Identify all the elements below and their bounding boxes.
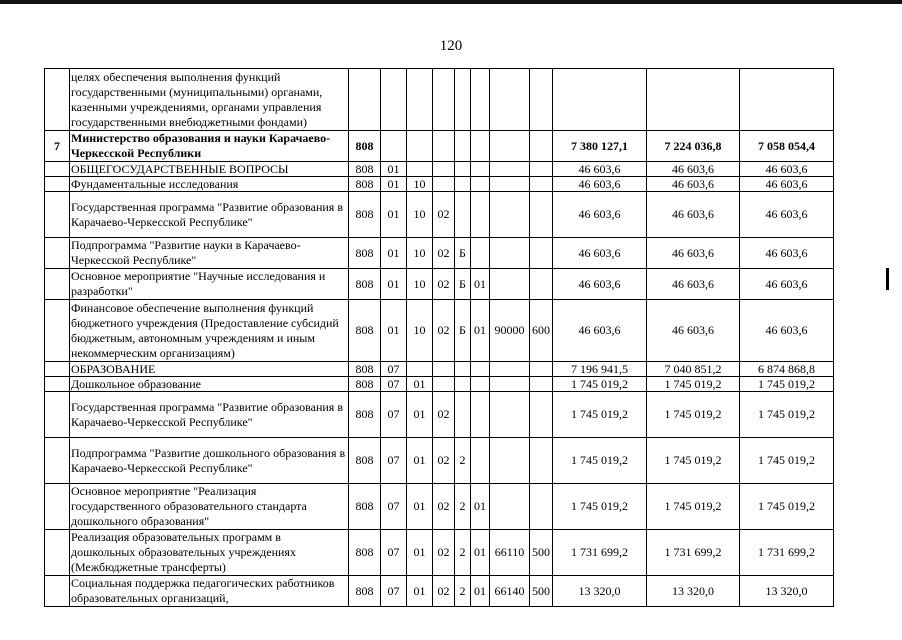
subprogram-code: [455, 131, 471, 162]
table-row: [45, 69, 834, 131]
amount-year-2: 1 745 019,2: [647, 484, 740, 530]
expense-type-code: [530, 131, 553, 162]
direction-code: [490, 69, 530, 131]
row-number: [45, 392, 70, 438]
subprogram-code: [455, 162, 471, 177]
amount-year-3: [740, 69, 834, 131]
direction-code: [490, 177, 530, 192]
amount-year-3: 46 603,6: [740, 177, 834, 192]
program-code: 02: [433, 392, 455, 438]
ministry-code: 808: [349, 269, 381, 300]
row-number: [45, 530, 70, 576]
subprogram-code: [455, 69, 471, 131]
amount-year-1: 46 603,6: [553, 192, 647, 238]
section-code: [381, 69, 407, 131]
direction-code: [490, 438, 530, 484]
ministry-code: 808: [349, 162, 381, 177]
direction-code: [490, 162, 530, 177]
ministry-code: 808: [349, 177, 381, 192]
subsection-code: 10: [407, 269, 433, 300]
section-code: 01: [381, 162, 407, 177]
direction-code: [490, 192, 530, 238]
program-code: [433, 177, 455, 192]
amount-year-1: 46 603,6: [553, 177, 647, 192]
section-code: 07: [381, 484, 407, 530]
amount-year-3: 46 603,6: [740, 238, 834, 269]
subsection-code: 10: [407, 238, 433, 269]
ministry-code: 808: [349, 131, 381, 162]
expense-type-code: [530, 362, 553, 377]
direction-code: [490, 377, 530, 392]
amount-year-3: 46 603,6: [740, 300, 834, 362]
budget-table-body: [45, 69, 834, 607]
table-row: [45, 192, 834, 238]
top-rule: [0, 0, 902, 4]
subprogram-code: Б: [455, 238, 471, 269]
amount-year-2: 46 603,6: [647, 300, 740, 362]
measure-code: 01: [471, 300, 490, 362]
direction-code: [490, 238, 530, 269]
section-code: 07: [381, 362, 407, 377]
subsection-code: 10: [407, 177, 433, 192]
table-row: [45, 162, 834, 177]
subprogram-code: 2: [455, 576, 471, 607]
item-name: ОБРАЗОВАНИЕ: [70, 362, 349, 377]
amount-year-3: 1 745 019,2: [740, 392, 834, 438]
expense-type-code: 600: [530, 300, 553, 362]
amount-year-2: 1 745 019,2: [647, 377, 740, 392]
measure-code: [471, 362, 490, 377]
row-number: [45, 438, 70, 484]
program-code: [433, 131, 455, 162]
row-number: [45, 69, 70, 131]
amount-year-2: 1 745 019,2: [647, 392, 740, 438]
program-code: 02: [433, 438, 455, 484]
amount-year-3: 13 320,0: [740, 576, 834, 607]
expense-type-code: [530, 177, 553, 192]
measure-code: [471, 162, 490, 177]
amount-year-1: 13 320,0: [553, 576, 647, 607]
subprogram-code: [455, 392, 471, 438]
subprogram-code: Б: [455, 300, 471, 362]
amount-year-1: 7 380 127,1: [553, 131, 647, 162]
amount-year-1: 46 603,6: [553, 238, 647, 269]
measure-code: 01: [471, 576, 490, 607]
subprogram-code: 2: [455, 530, 471, 576]
row-number: [45, 269, 70, 300]
item-name: Подпрограмма "Развитие дошкольного образования в Карачаево-Черкесской Республике": [70, 438, 349, 484]
expense-type-code: [530, 392, 553, 438]
amount-year-1: 46 603,6: [553, 300, 647, 362]
expense-type-code: [530, 69, 553, 131]
section-code: 07: [381, 377, 407, 392]
ministry-code: [349, 69, 381, 131]
direction-code: [490, 131, 530, 162]
program-code: 02: [433, 269, 455, 300]
ministry-code: 808: [349, 300, 381, 362]
table-row: [45, 131, 834, 162]
program-code: [433, 377, 455, 392]
program-code: 02: [433, 192, 455, 238]
subsection-code: 01: [407, 438, 433, 484]
table-row: [45, 177, 834, 192]
program-code: 02: [433, 576, 455, 607]
ministry-code: 808: [349, 484, 381, 530]
subprogram-code: [455, 177, 471, 192]
row-number: [45, 177, 70, 192]
table-row: [45, 438, 834, 484]
measure-code: [471, 438, 490, 484]
ministry-code: 808: [349, 238, 381, 269]
amount-year-2: 7 224 036,8: [647, 131, 740, 162]
amount-year-3: 1 745 019,2: [740, 484, 834, 530]
subsection-code: 10: [407, 300, 433, 362]
row-number: [45, 300, 70, 362]
row-number: [45, 576, 70, 607]
direction-code: [490, 269, 530, 300]
amount-year-3: 46 603,6: [740, 162, 834, 177]
subsection-code: [407, 69, 433, 131]
expense-type-code: [530, 238, 553, 269]
amount-year-3: 1 731 699,2: [740, 530, 834, 576]
subprogram-code: [455, 362, 471, 377]
table-row: [45, 269, 834, 300]
section-code: 01: [381, 300, 407, 362]
ministry-code: 808: [349, 362, 381, 377]
measure-code: [471, 177, 490, 192]
measure-code: [471, 238, 490, 269]
section-code: 01: [381, 177, 407, 192]
subsection-code: 01: [407, 530, 433, 576]
measure-code: [471, 192, 490, 238]
item-name: Государственная программа "Развитие образования в Карачаево-Черкесской Республике": [70, 392, 349, 438]
item-name: Подпрограмма "Развитие науки в Карачаево-Черкесской Республике": [70, 238, 349, 269]
program-code: 02: [433, 300, 455, 362]
subsection-code: 01: [407, 392, 433, 438]
ministry-code: 808: [349, 576, 381, 607]
amount-year-3: 1 745 019,2: [740, 438, 834, 484]
expense-type-code: [530, 377, 553, 392]
amount-year-1: [553, 69, 647, 131]
row-number: [45, 362, 70, 377]
table-row: [45, 392, 834, 438]
item-name: Государственная программа "Развитие образования в Карачаево-Черкесской Республике": [70, 192, 349, 238]
measure-code: 01: [471, 269, 490, 300]
section-code: 01: [381, 192, 407, 238]
subsection-code: 01: [407, 484, 433, 530]
expense-type-code: [530, 438, 553, 484]
ministry-code: 808: [349, 438, 381, 484]
amount-year-2: 46 603,6: [647, 269, 740, 300]
measure-code: [471, 131, 490, 162]
amount-year-1: 7 196 941,5: [553, 362, 647, 377]
item-name: Министерство образования и науки Карачаево-Черкесской Республики: [70, 131, 349, 162]
measure-code: [471, 392, 490, 438]
table-row: [45, 377, 834, 392]
subprogram-code: Б: [455, 269, 471, 300]
amount-year-2: 46 603,6: [647, 162, 740, 177]
section-code: 07: [381, 438, 407, 484]
ministry-code: 808: [349, 192, 381, 238]
amount-year-2: 7 040 851,2: [647, 362, 740, 377]
item-name: Финансовое обеспечение выполнения функций бюджетного учреждения (Предоставление субсидий бюджетным, автономным учреждениям и иным некоммерческим организациям): [70, 300, 349, 362]
margin-mark: [886, 268, 889, 290]
expense-type-code: [530, 269, 553, 300]
section-code: 07: [381, 530, 407, 576]
section-code: [381, 131, 407, 162]
expense-type-code: [530, 484, 553, 530]
program-code: 02: [433, 238, 455, 269]
subsection-code: [407, 362, 433, 377]
item-name: Дошкольное образование: [70, 377, 349, 392]
measure-code: 01: [471, 530, 490, 576]
item-name: Социальная поддержка педагогических работников образовательных организаций,: [70, 576, 349, 607]
table-row: [45, 484, 834, 530]
row-number: [45, 377, 70, 392]
direction-code: [490, 484, 530, 530]
direction-code: 66110: [490, 530, 530, 576]
section-code: 07: [381, 576, 407, 607]
table-row: [45, 576, 834, 607]
amount-year-1: 1 745 019,2: [553, 377, 647, 392]
expense-type-code: [530, 162, 553, 177]
amount-year-3: 1 745 019,2: [740, 377, 834, 392]
row-number: [45, 238, 70, 269]
direction-code: 66140: [490, 576, 530, 607]
amount-year-3: 7 058 054,4: [740, 131, 834, 162]
direction-code: 90000: [490, 300, 530, 362]
amount-year-1: 1 731 699,2: [553, 530, 647, 576]
amount-year-3: 46 603,6: [740, 192, 834, 238]
program-code: [433, 362, 455, 377]
row-number: [45, 162, 70, 177]
amount-year-1: 1 745 019,2: [553, 484, 647, 530]
program-code: [433, 69, 455, 131]
table-row: [45, 530, 834, 576]
subprogram-code: 2: [455, 484, 471, 530]
row-number: 7: [45, 131, 70, 162]
subsection-code: 01: [407, 377, 433, 392]
item-name: целях обеспечения выполнения функций государственными (муниципальными) органами, казенными учреждениями, органами управления государственными внебюджетными фондами): [70, 69, 349, 131]
item-name: ОБЩЕГОСУДАРСТВЕННЫЕ ВОПРОСЫ: [70, 162, 349, 177]
amount-year-1: 1 745 019,2: [553, 438, 647, 484]
row-number: [45, 192, 70, 238]
program-code: 02: [433, 484, 455, 530]
subsection-code: 01: [407, 576, 433, 607]
item-name: Основное мероприятие "Реализация государственного образовательного стандарта дошкольного образования": [70, 484, 349, 530]
item-name: Реализация образовательных программ в дошкольных образовательных учреждениях (Межбюджетные трансферты): [70, 530, 349, 576]
measure-code: 01: [471, 484, 490, 530]
amount-year-2: 46 603,6: [647, 177, 740, 192]
direction-code: [490, 362, 530, 377]
table-row: [45, 362, 834, 377]
amount-year-2: 46 603,6: [647, 192, 740, 238]
program-code: [433, 162, 455, 177]
amount-year-2: 46 603,6: [647, 238, 740, 269]
section-code: 07: [381, 392, 407, 438]
measure-code: [471, 377, 490, 392]
table-row: [45, 300, 834, 362]
amount-year-2: 13 320,0: [647, 576, 740, 607]
amount-year-3: 46 603,6: [740, 269, 834, 300]
item-name: Фундаментальные исследования: [70, 177, 349, 192]
table-row: [45, 238, 834, 269]
row-number: [45, 484, 70, 530]
amount-year-1: 1 745 019,2: [553, 392, 647, 438]
amount-year-2: [647, 69, 740, 131]
section-code: 01: [381, 269, 407, 300]
item-name: Основное мероприятие "Научные исследования и разработки": [70, 269, 349, 300]
expense-type-code: [530, 192, 553, 238]
subsection-code: 10: [407, 192, 433, 238]
direction-code: [490, 392, 530, 438]
measure-code: [471, 69, 490, 131]
amount-year-3: 6 874 868,8: [740, 362, 834, 377]
subprogram-code: 2: [455, 438, 471, 484]
page-number: 120: [439, 38, 463, 54]
subsection-code: [407, 131, 433, 162]
subprogram-code: [455, 192, 471, 238]
ministry-code: 808: [349, 530, 381, 576]
amount-year-1: 46 603,6: [553, 269, 647, 300]
program-code: 02: [433, 530, 455, 576]
expense-type-code: 500: [530, 576, 553, 607]
amount-year-2: 1 745 019,2: [647, 438, 740, 484]
ministry-code: 808: [349, 392, 381, 438]
expense-type-code: 500: [530, 530, 553, 576]
section-code: 01: [381, 238, 407, 269]
budget-table: [44, 68, 834, 607]
amount-year-2: 1 731 699,2: [647, 530, 740, 576]
ministry-code: 808: [349, 377, 381, 392]
subsection-code: [407, 162, 433, 177]
subprogram-code: [455, 377, 471, 392]
budget-table-container: [44, 68, 834, 607]
amount-year-1: 46 603,6: [553, 162, 647, 177]
